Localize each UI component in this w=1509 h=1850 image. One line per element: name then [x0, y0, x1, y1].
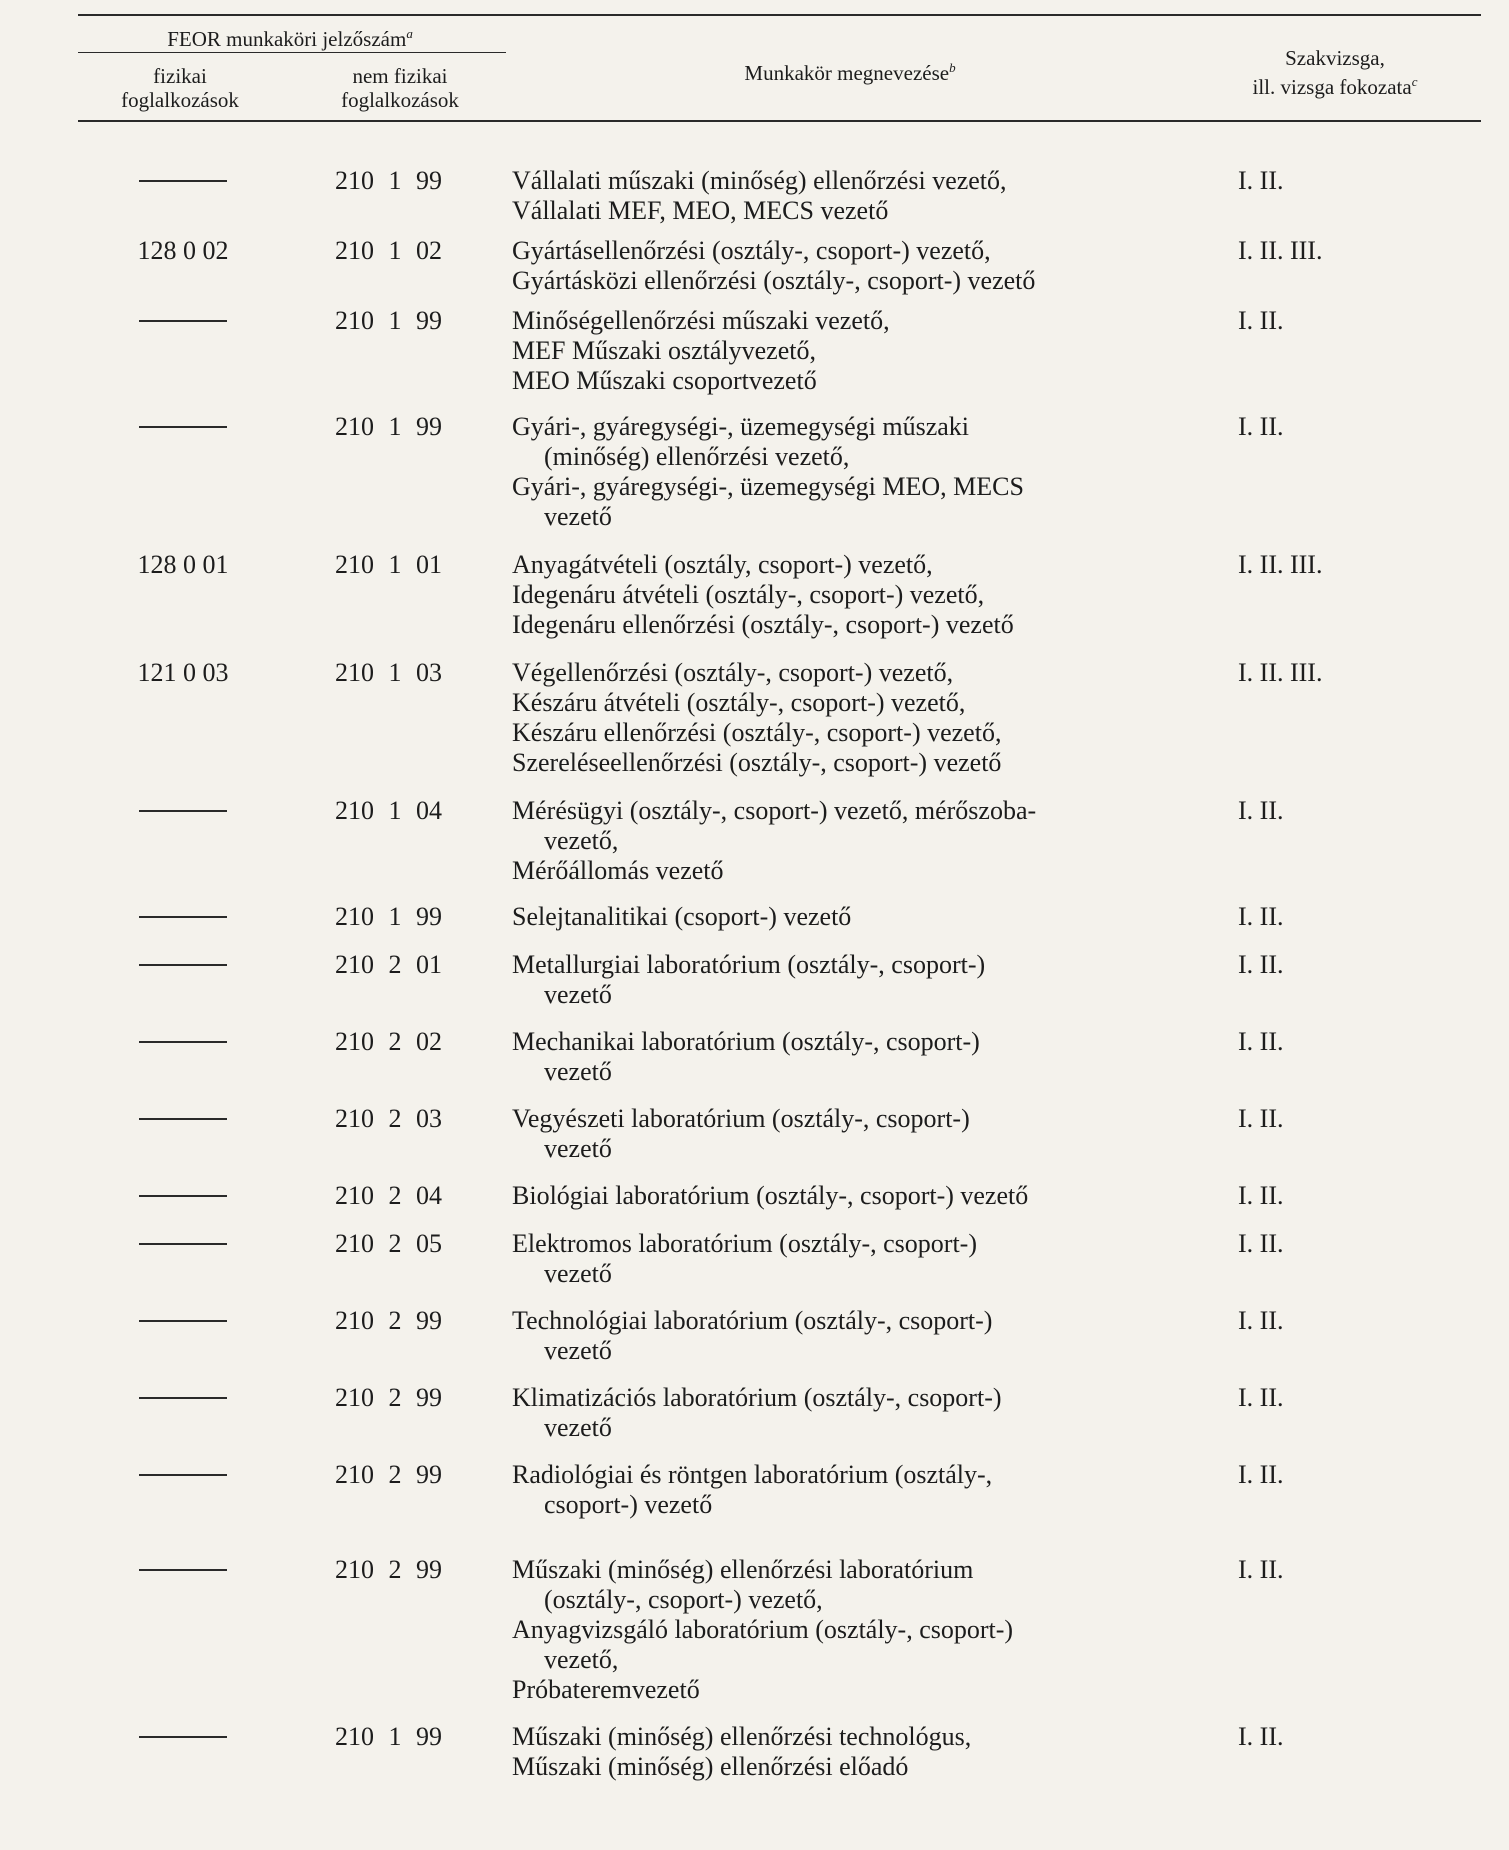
- munkakor-line: Végellenőrzési (osztály-, csoport-) vezető,: [512, 658, 954, 687]
- empty-dash: [139, 810, 227, 812]
- header-col-szakvizsga: [1200, 46, 1470, 99]
- munkakor-line: Selejtanalitikai (csoport-) vezető: [512, 902, 852, 931]
- empty-dash: [139, 1320, 227, 1322]
- feor-underline: [78, 52, 506, 53]
- feor-footnote-mark: a: [406, 26, 413, 41]
- cell-munkakor: [512, 1229, 1212, 1289]
- munkakor-line: MEO Műszaki csoportvezető: [512, 366, 817, 395]
- cell-munkakor: [512, 1383, 1212, 1443]
- top-rule: [78, 14, 1481, 16]
- cell-vizsga-fokozat: I. II. III.: [1238, 550, 1323, 579]
- cell-nem-fizikai: 210 2 04: [335, 1181, 442, 1210]
- szakvizsga-line-1: Szakvizsga,: [1285, 46, 1385, 70]
- cell-nem-fizikai: 210 1 99: [335, 1722, 442, 1751]
- munkakor-line: vezető,: [544, 1645, 619, 1674]
- cell-vizsga-fokozat: I. II.: [1238, 166, 1284, 195]
- munkakor-line: vezető: [544, 980, 612, 1009]
- cell-nem-fizikai: 210 1 99: [335, 902, 442, 931]
- cell-nem-fizikai: 210 1 01: [335, 550, 442, 579]
- munkakor-line: Biológiai laboratórium (osztály-, csoport-) vezető: [512, 1181, 1029, 1210]
- empty-dash: [139, 320, 227, 322]
- cell-fizikai: [108, 1383, 258, 1413]
- empty-dash: [139, 180, 227, 182]
- munkakor-line: Vegyészeti laboratórium (osztály-, csoport-): [512, 1104, 970, 1133]
- munkakor-line: Szereléseellenőrzési (osztály-, csoport-) vezető: [512, 748, 1002, 777]
- munkakor-line: Műszaki (minőség) ellenőrzési laboratórium: [512, 1555, 974, 1584]
- munkakor-line: Technológiai laboratórium (osztály-, csoport-): [512, 1306, 993, 1335]
- munkakor-line: Mechanikai laboratórium (osztály-, csoport-): [512, 1027, 980, 1056]
- cell-nem-fizikai: 210 1 03: [335, 658, 442, 687]
- cell-vizsga-fokozat: I. II.: [1238, 1555, 1284, 1584]
- munkakor-line: vezető: [544, 1057, 612, 1086]
- cell-vizsga-fokozat: I. II. III.: [1238, 236, 1323, 265]
- munkakor-line: vezető: [544, 1336, 612, 1365]
- munkakor-line: Vállalati MEF, MEO, MECS vezető: [512, 196, 889, 225]
- cell-vizsga-fokozat: I. II.: [1238, 1181, 1284, 1210]
- header-feor-title: [95, 22, 485, 51]
- cell-munkakor: [512, 412, 1212, 532]
- munkakor-line: vezető: [544, 502, 612, 531]
- cell-nem-fizikai: 210 2 01: [335, 950, 442, 979]
- munkakor-line: Gyártásellenőrzési (osztály-, csoport-) vezető,: [512, 236, 991, 265]
- cell-vizsga-fokozat: I. II.: [1238, 1229, 1284, 1258]
- munkakor-line: Készáru átvételi (osztály-, csoport-) vezető,: [512, 688, 966, 717]
- munkakor-line: Metallurgiai laboratórium (osztály-, csoport-): [512, 950, 986, 979]
- cell-nem-fizikai: 210 1 04: [335, 796, 442, 825]
- feor-title-text: FEOR munkaköri jelzőszám: [167, 27, 407, 51]
- munkakor-line: Anyagvizsgáló laboratórium (osztály-, csoport-): [512, 1615, 1014, 1644]
- cell-fizikai: [108, 166, 258, 196]
- cell-munkakor: [512, 166, 1212, 226]
- munkakor-line: Vállalati műszaki (minőség) ellenőrzési vezető,: [512, 166, 1007, 195]
- cell-fizikai: [108, 1460, 258, 1490]
- munkakor-line: (osztály-, csoport-) vezető,: [544, 1585, 823, 1614]
- cell-nem-fizikai: 210 2 99: [335, 1306, 442, 1335]
- header-bottom-rule: [78, 120, 1481, 122]
- cell-nem-fizikai: 210 2 99: [335, 1460, 442, 1489]
- cell-fizikai: 128 0 02: [137, 236, 229, 265]
- cell-munkakor: [512, 306, 1212, 396]
- cell-fizikai: [108, 1722, 258, 1752]
- cell-vizsga-fokozat: I. II.: [1238, 1104, 1284, 1133]
- cell-nem-fizikai: 210 2 02: [335, 1027, 442, 1056]
- munkakor-line: vezető: [544, 1259, 612, 1288]
- cell-fizikai: [108, 1027, 258, 1057]
- cell-vizsga-fokozat: I. II.: [1238, 902, 1284, 931]
- cell-nem-fizikai: 210 1 99: [335, 306, 442, 335]
- cell-nem-fizikai: 210 2 99: [335, 1383, 442, 1412]
- cell-nem-fizikai: 210 1 99: [335, 166, 442, 195]
- munkakor-line: Idegenáru ellenőrzési (osztály-, csoport-) vezető: [512, 610, 1014, 639]
- munkakor-line: Gyári-, gyáregységi-, üzemegységi MEO, MECS: [512, 472, 1024, 501]
- munkakor-line: Radiológiai és röntgen laboratórium (osztály-,: [512, 1460, 993, 1489]
- munkakor-line: Idegenáru átvételi (osztály-, csoport-) vezető,: [512, 580, 985, 609]
- cell-munkakor: [512, 1306, 1212, 1366]
- cell-vizsga-fokozat: I. II.: [1238, 412, 1284, 441]
- cell-fizikai: [108, 950, 258, 980]
- cell-fizikai: [108, 902, 258, 932]
- cell-fizikai: [108, 1306, 258, 1336]
- cell-nem-fizikai: 210 1 02: [335, 236, 442, 265]
- munkakor-line: Anyagátvételi (osztály, csoport-) vezető,: [512, 550, 933, 579]
- cell-fizikai: 121 0 03: [137, 658, 229, 687]
- cell-munkakor: [512, 1181, 1212, 1211]
- munkakor-line: Próbateremvezető: [512, 1675, 700, 1704]
- munkakor-line: Gyártásközi ellenőrzési (osztály-, csoport-) vezető: [512, 266, 1036, 295]
- empty-dash: [139, 1243, 227, 1245]
- cell-fizikai: [108, 1229, 258, 1259]
- cell-munkakor: [512, 950, 1212, 1010]
- empty-dash: [139, 916, 227, 918]
- cell-munkakor: [512, 658, 1212, 778]
- header-col-nem-fizikai: nem fizikai foglalkozások: [341, 64, 459, 112]
- munkakor-footnote-mark: b: [949, 60, 956, 75]
- cell-nem-fizikai: 210 1 99: [335, 412, 442, 441]
- cell-nem-fizikai: 210 2 03: [335, 1104, 442, 1133]
- cell-fizikai: [108, 306, 258, 336]
- cell-vizsga-fokozat: I. II.: [1238, 1383, 1284, 1412]
- header-col-munkakor: [660, 56, 1040, 85]
- cell-vizsga-fokozat: I. II. III.: [1238, 658, 1323, 687]
- empty-dash: [139, 1118, 227, 1120]
- cell-munkakor: [512, 902, 1212, 932]
- empty-dash: [139, 1041, 227, 1043]
- munkakor-line: MEF Műszaki osztályvezető,: [512, 336, 816, 365]
- cell-vizsga-fokozat: I. II.: [1238, 1306, 1284, 1335]
- cell-vizsga-fokozat: I. II.: [1238, 306, 1284, 335]
- cell-fizikai: [108, 1181, 258, 1211]
- munkakor-line: Mérésügyi (osztály-, csoport-) vezető, mérőszoba-: [512, 796, 1037, 825]
- empty-dash: [139, 1474, 227, 1476]
- empty-dash: [139, 1736, 227, 1738]
- cell-vizsga-fokozat: I. II.: [1238, 796, 1284, 825]
- munkakor-line: Elektromos laboratórium (osztály-, csoport-): [512, 1229, 977, 1258]
- cell-fizikai: [108, 1555, 258, 1585]
- empty-dash: [139, 1397, 227, 1399]
- cell-vizsga-fokozat: I. II.: [1238, 1027, 1284, 1056]
- cell-vizsga-fokozat: I. II.: [1238, 1460, 1284, 1489]
- munkakor-line: Mérőállomás vezető: [512, 856, 724, 885]
- empty-dash: [139, 426, 227, 428]
- cell-vizsga-fokozat: I. II.: [1238, 950, 1284, 979]
- munkakor-line: Klimatizációs laboratórium (osztály-, csoport-): [512, 1383, 1002, 1412]
- cell-munkakor: [512, 796, 1212, 886]
- munkakor-line: vezető: [544, 1413, 612, 1442]
- empty-dash: [139, 1195, 227, 1197]
- munkakor-title-text: Munkakör megnevezése: [744, 61, 950, 85]
- cell-fizikai: [108, 412, 258, 442]
- munkakor-line: Készáru ellenőrzési (osztály-, csoport-) vezető,: [512, 718, 1002, 747]
- cell-nem-fizikai: 210 2 99: [335, 1555, 442, 1584]
- cell-fizikai: 128 0 01: [137, 550, 229, 579]
- munkakor-line: Minőségellenőrzési műszaki vezető,: [512, 306, 890, 335]
- cell-nem-fizikai: 210 2 05: [335, 1229, 442, 1258]
- cell-munkakor: [512, 1027, 1212, 1087]
- cell-munkakor: [512, 550, 1212, 640]
- munkakor-line: (minőség) ellenőrzési vezető,: [544, 442, 850, 471]
- cell-munkakor: [512, 1104, 1212, 1164]
- munkakor-line: vezető: [544, 1134, 612, 1163]
- header-col-fizikai: fizikai foglalkozások: [121, 64, 239, 112]
- cell-fizikai: [108, 796, 258, 826]
- cell-munkakor: [512, 236, 1212, 296]
- munkakor-line: Gyári-, gyáregységi-, üzemegységi műszaki: [512, 412, 970, 441]
- empty-dash: [139, 964, 227, 966]
- cell-fizikai: [108, 1104, 258, 1134]
- munkakor-line: Műszaki (minőség) ellenőrzési technológus,: [512, 1722, 972, 1751]
- cell-munkakor: [512, 1722, 1212, 1782]
- cell-vizsga-fokozat: I. II.: [1238, 1722, 1284, 1751]
- cell-munkakor: [512, 1555, 1212, 1705]
- cell-munkakor: [512, 1460, 1212, 1520]
- empty-dash: [139, 1569, 227, 1571]
- munkakor-line: csoport-) vezető: [544, 1490, 713, 1519]
- szakvizsga-line-2: ill. vizsga fokozata: [1252, 75, 1412, 99]
- munkakor-line: Műszaki (minőség) ellenőrzési előadó: [512, 1752, 909, 1781]
- szakvizsga-footnote-mark: c: [1411, 74, 1418, 89]
- munkakor-line: vezető,: [544, 826, 619, 855]
